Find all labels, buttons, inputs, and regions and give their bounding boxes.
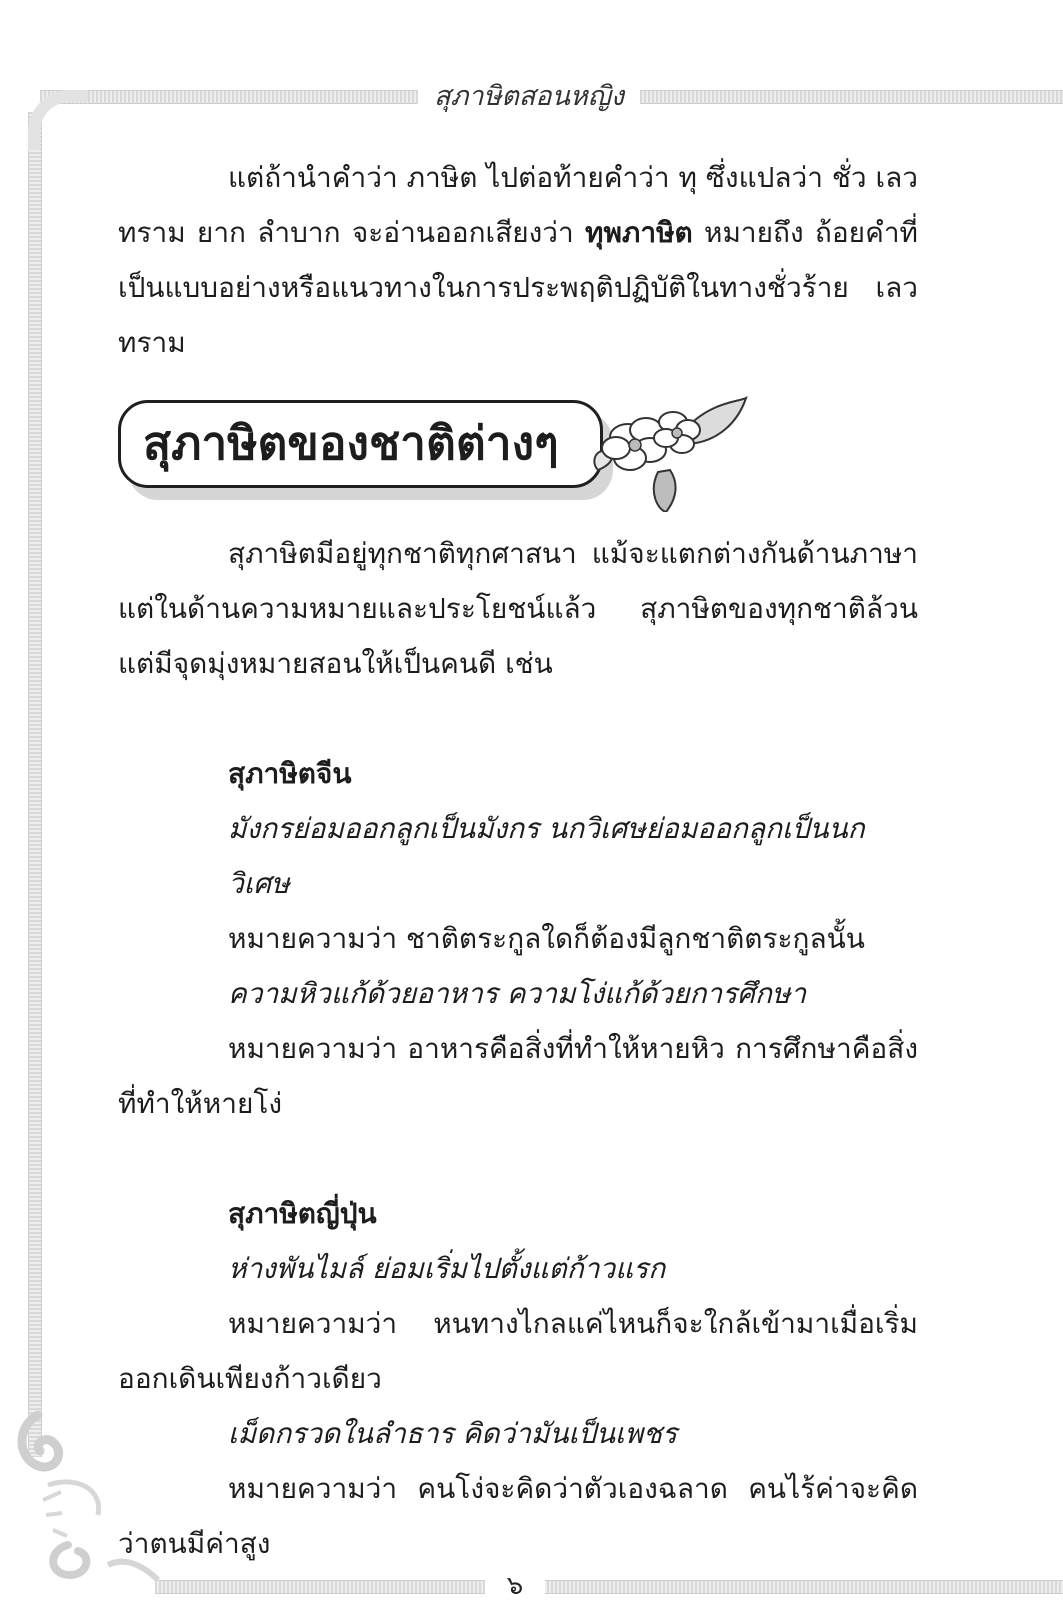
chinese-proverb-2: ความหิวแก้ด้วยอาหาร ความโง่แก้ด้วยการศึกษา: [228, 977, 807, 1010]
flower-icon: [588, 392, 748, 512]
japanese-proverb-2-meaning: หมายความว่า คนโง่จะคิดว่าตัวเองฉลาด คนไร้ค่าจะคิดว่าตนมีค่าสูง: [118, 1472, 918, 1560]
frame-left-border: [28, 112, 42, 1457]
section-intro-paragraph: สุภาษิตมีอยู่ทุกชาติทุกศาสนา แม้จะแตกต่างกันด้านภาษา แต่ในด้านความหมายและประโยชน์แล้ว สุภาษิตของทุกชาติล้วนแต่มีจุดมุ่งหมายสอนให้เป็นคนดี เช่น: [118, 537, 918, 680]
intro-text-start: แต่ถ้านำคำว่า ภาษิต ไปต่อท้ายคำว่า ทุ ซึ่งแปลว่า ชั่ว เลว ทราม ยาก ลำบาก จะอ่านออกเสียงว่า: [118, 161, 918, 249]
japanese-proverbs-heading: สุภาษิตญี่ปุ่น: [228, 1197, 377, 1230]
frame-corner: [28, 90, 88, 150]
chinese-proverb-1: มังกรย่อมออกลูกเป็นมังกร นกวิเศษย่อมออกลูกเป็นนกวิเศษ: [228, 812, 865, 900]
japanese-proverb-2: เม็ดกรวดในลำธาร คิดว่ามันเป็นเพชร: [228, 1417, 678, 1450]
intro-paragraph: [118, 150, 918, 370]
japanese-proverb-1: ห่างพันไมล์ ย่อมเริ่มไปตั้งแต่ก้าวแรก: [228, 1252, 666, 1285]
section-heading: สุภาษิตของชาติต่างๆ: [118, 400, 603, 488]
chinese-proverb-1-meaning: หมายความว่า ชาติตระกูลใดก็ต้องมีลูกชาติตระกูลนั้น: [228, 922, 865, 955]
running-header-title: สุภาษิตสอนหญิง: [418, 75, 640, 119]
page-number: ๖: [485, 1564, 545, 1608]
frame-bottom-border: [155, 1580, 1063, 1594]
japanese-proverb-1-meaning: หมายความว่า หนทางไกลแค่ไหนก็จะใกล้เข้ามาเมื่อเริ่มออกเดินเพียงก้าวเดียว: [118, 1307, 918, 1395]
chinese-proverbs-heading: สุภาษิตจีน: [228, 757, 352, 790]
intro-bold-term: ทุพภาษิต: [585, 216, 693, 249]
spacer: [118, 1131, 918, 1186]
intro-text-end: หมายถึง ถ้อยคำที่เป็นแบบอย่างหรือแนวทางในการประพฤติปฏิบัติในทางชั่วร้าย เลวทราม: [118, 216, 918, 359]
chinese-proverb-2-meaning: หมายความว่า อาหารคือสิ่งที่ทำให้หายหิว การศึกษาคือสิ่งที่ทำให้หายโง่: [118, 1032, 918, 1120]
section-heading-block: [118, 398, 918, 518]
page-content: [118, 150, 918, 1571]
spacer: [118, 691, 918, 746]
